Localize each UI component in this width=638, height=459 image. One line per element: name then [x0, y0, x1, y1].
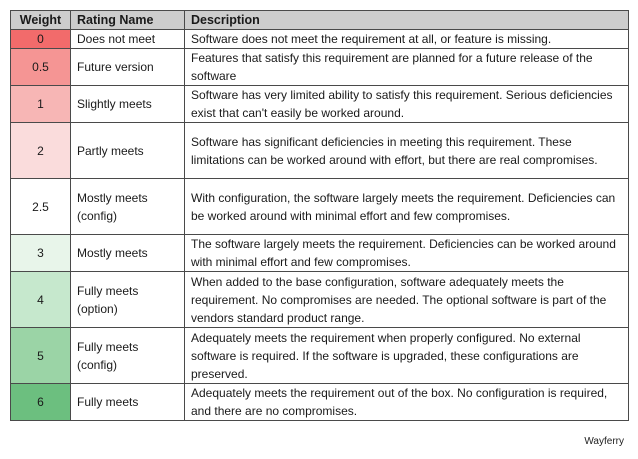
rating-name-cell: Future version	[71, 49, 185, 86]
brand-footer: Wayferry	[584, 436, 624, 447]
header-description: Description	[185, 11, 629, 30]
weight-cell: 6	[11, 384, 71, 421]
description-cell: Software does not meet the requirement at all, or feature is missing.	[185, 30, 629, 49]
table-row	[11, 86, 629, 123]
description-cell: Software has significant deficiencies in meeting this requirement. These limitations can be worked around with effort, but there are real compromises.	[185, 123, 629, 179]
rating-name-cell: Fully meets (option)	[71, 272, 185, 328]
description-cell: Features that satisfy this requirement are planned for a future release of the software	[185, 49, 629, 86]
table-row	[11, 272, 629, 328]
table-row	[11, 328, 629, 384]
weight-cell: 2	[11, 123, 71, 179]
table-row	[11, 235, 629, 272]
weight-cell: 0.5	[11, 49, 71, 86]
table-row	[11, 49, 629, 86]
description-cell: Software has very limited ability to satisfy this requirement. Serious deficiencies exist that can't easily be worked around.	[185, 86, 629, 123]
table-row	[11, 384, 629, 421]
header-rating-name: Rating Name	[71, 11, 185, 30]
table-header-row	[11, 11, 629, 30]
rating-name-cell: Fully meets (config)	[71, 328, 185, 384]
weight-cell: 4	[11, 272, 71, 328]
rating-scale-table	[10, 10, 629, 421]
weight-cell: 5	[11, 328, 71, 384]
table-row	[11, 30, 629, 49]
rating-name-cell: Fully meets	[71, 384, 185, 421]
rating-name-cell: Mostly meets	[71, 235, 185, 272]
description-cell: Adequately meets the requirement out of the box. No configuration is required, and there are no compromises.	[185, 384, 629, 421]
description-cell: With configuration, the software largely meets the requirement. Deficiencies can be worked around with minimal effort and few compromises.	[185, 179, 629, 235]
description-cell: The software largely meets the requirement. Deficiencies can be worked around with minimal effort and few compromises.	[185, 235, 629, 272]
description-cell: Adequately meets the requirement when properly configured. No external software is required. If the software is upgraded, these configurations are preserved.	[185, 328, 629, 384]
header-weight: Weight	[11, 11, 71, 30]
rating-name-cell: Slightly meets	[71, 86, 185, 123]
rating-name-cell: Mostly meets (config)	[71, 179, 185, 235]
weight-cell: 0	[11, 30, 71, 49]
weight-cell: 1	[11, 86, 71, 123]
rating-name-cell: Does not meet	[71, 30, 185, 49]
table-row	[11, 179, 629, 235]
weight-cell: 3	[11, 235, 71, 272]
table-row	[11, 123, 629, 179]
weight-cell: 2.5	[11, 179, 71, 235]
rating-name-cell: Partly meets	[71, 123, 185, 179]
description-cell: When added to the base configuration, software adequately meets the requirement. No compromises are needed. The optional software is part of the vendors standard product range.	[185, 272, 629, 328]
